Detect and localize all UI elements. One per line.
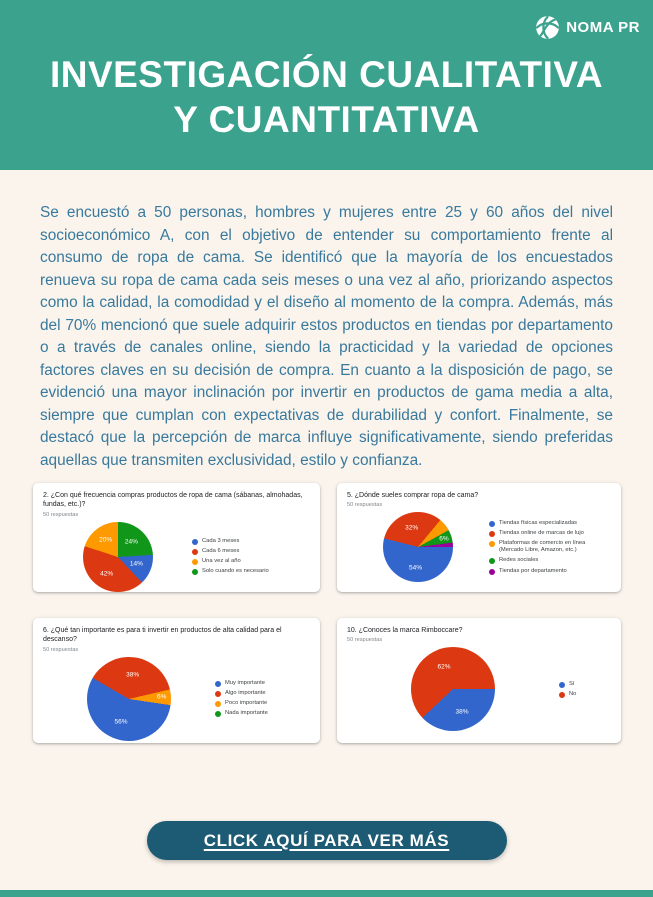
pie-slice-label: 6%	[439, 535, 449, 543]
page-title-line2: Y CUANTITATIVA	[173, 99, 480, 141]
chart-legend	[215, 680, 310, 718]
legend-item	[192, 558, 310, 566]
legend-label: Tiendas por departamento	[499, 567, 567, 574]
legend-label: Tiendas online de marcas de lujo	[499, 529, 584, 536]
legend-label: Una vez al año	[202, 558, 241, 565]
legend-color-dot	[489, 521, 495, 527]
legend-item	[559, 681, 611, 689]
pie-slice-label: 56%	[114, 718, 128, 726]
pie-slice-label: 24%	[124, 538, 138, 546]
pie-slice-label: 14%	[129, 560, 143, 568]
legend-label: Cada 6 meses	[202, 548, 240, 555]
chart-question: 2. ¿Con qué frecuencia compras productos de ropa de cama (sábanas, almohadas, fundas, etc.)?	[43, 492, 303, 509]
pie-slice-label: 20%	[99, 536, 113, 544]
legend-color-dot	[192, 539, 198, 545]
legend-color-dot	[192, 569, 198, 575]
chart-responses-count: 50 respuestas	[43, 646, 79, 653]
legend-label: Solo cuando es necesario	[202, 568, 269, 575]
header-banner	[0, 0, 653, 170]
legend-label: Redes sociales	[499, 557, 539, 564]
legend-color-dot	[215, 681, 221, 687]
legend-color-dot	[215, 701, 221, 707]
chart-question: 5. ¿Dónde sueles comprar ropa de cama?	[347, 492, 479, 499]
pie-slice-label: 38%	[126, 671, 140, 679]
pie-slice-label: 62%	[437, 663, 451, 671]
chart-responses-count: 50 respuestas	[347, 502, 383, 509]
chart-responses-count: 50 respuestas	[347, 637, 383, 644]
brand-name: NOMA PR	[566, 19, 640, 36]
legend-item	[215, 710, 310, 718]
pie-slice-label: 38%	[455, 708, 469, 716]
chart-card-q2-frequency	[33, 483, 320, 592]
noma-swirl-logo-icon	[534, 14, 561, 41]
chart-card-q6-importance	[33, 618, 320, 743]
pie-chart-q2	[83, 522, 153, 592]
legend-color-dot	[215, 711, 221, 717]
legend-item	[489, 557, 611, 565]
legend-label: Tiendas físicas especializadas	[499, 519, 578, 526]
legend-color-dot	[489, 541, 495, 547]
chart-legend	[192, 538, 310, 576]
ver-mas-button[interactable]: CLICK AQUÍ PARA VER MÁS	[147, 821, 507, 860]
legend-color-dot	[559, 692, 565, 698]
legend-label: Cada 3 meses	[202, 538, 240, 545]
legend-item	[215, 700, 310, 708]
chart-question: 10. ¿Conoces la marca Rimboccare?	[347, 627, 463, 634]
pie-chart-q6	[87, 657, 171, 741]
legend-item	[215, 690, 310, 698]
legend-label: Algo importante	[225, 690, 266, 697]
legend-item	[192, 538, 310, 546]
cta-row	[0, 821, 653, 860]
legend-item	[192, 568, 310, 576]
charts-grid	[33, 483, 621, 743]
pie-slice-label: 42%	[100, 570, 114, 578]
brand-logo	[534, 14, 640, 41]
legend-item	[192, 548, 310, 556]
legend-item	[489, 568, 611, 576]
legend-color-dot	[489, 531, 495, 537]
legend-item	[489, 520, 611, 528]
page-title-line1: INVESTIGACIÓN CUALITATIVA	[49, 54, 604, 95]
chart-legend	[559, 681, 611, 699]
chart-responses-count: 50 respuestas	[43, 511, 79, 518]
legend-label: Muy importante	[225, 680, 265, 687]
legend-label: No	[569, 690, 577, 697]
legend-color-dot	[489, 558, 495, 564]
chart-card-q5-where-buy	[337, 483, 621, 592]
intro-paragraph: Se encuestó a 50 personas, hombres y mujeres entre 25 y 60 años del nivel socioeconómico A, con el objetivo de entender su comportamiento frente al consumo de ropa de cama. Se identificó que la mayoría de los encuestados renueva su ropa de cama cada seis meses o una vez al año, priorizando aspectos como la calidad, la comodidad y el diseño al momento de la compra. Además, más del 70% mencionó que suele adquirir estos productos en tiendas por departamento o a través de canales online, siendo la practicidad y la variedad de opciones factores claves en su decisión de compra. En cuanto a la disposición de pago, se evidenció una mayor inclinación por invertir en productos de gama media a alta, siempre que cumplan con expectativas de durabilidad y confort. Finalmente, se destacó que la percepción de marca influye significativamente, siendo preferidas aquellas que transmiten exclusividad, estilo y confianza.	[40, 204, 613, 469]
chart-question: 6. ¿Qué tan importante es para ti invertir en productos de alta calidad para el descanso?	[43, 627, 282, 644]
legend-label: Nada importante	[225, 710, 268, 717]
legend-item	[489, 530, 611, 538]
legend-color-dot	[192, 549, 198, 555]
pie-slice-label: 6%	[156, 693, 167, 701]
chart-card-q10-brand-awareness	[337, 618, 621, 743]
legend-label: Plataformas de comercio en línea (Mercado Libre, Amazon, etc.)	[499, 539, 586, 554]
legend-item	[215, 680, 310, 688]
pie-chart-q10	[411, 647, 495, 731]
legend-color-dot	[215, 691, 221, 697]
legend-label: Poco importante	[225, 700, 268, 707]
pie-slice-label: 54%	[408, 564, 423, 572]
legend-item	[559, 691, 611, 699]
legend-color-dot	[192, 559, 198, 565]
legend-color-dot	[559, 682, 565, 688]
chart-legend	[489, 520, 611, 575]
legend-item	[489, 540, 611, 555]
legend-color-dot	[489, 569, 495, 575]
pie-chart-q5	[383, 512, 453, 582]
legend-label: Sí	[569, 680, 575, 687]
page-title	[0, 52, 653, 142]
pie-slice-label: 32%	[405, 524, 419, 532]
footer-strip	[0, 890, 653, 897]
